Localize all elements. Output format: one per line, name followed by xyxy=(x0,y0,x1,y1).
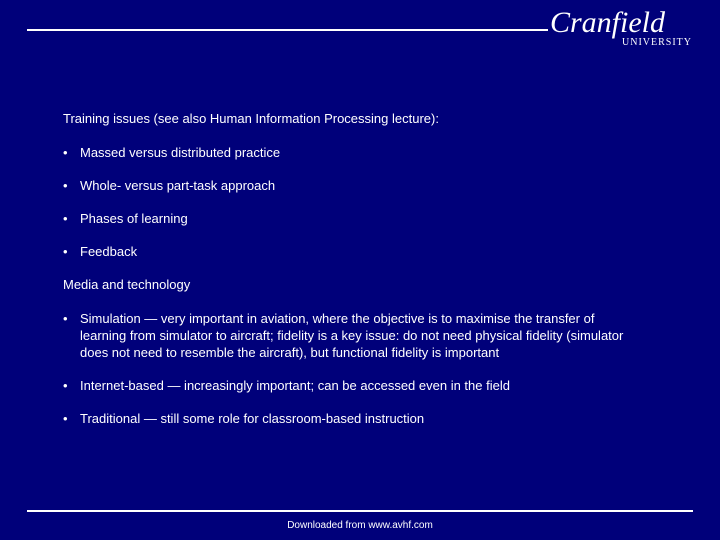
footer-source: Downloaded from www.avhf.com xyxy=(287,520,433,531)
media-item xyxy=(63,310,640,361)
training-item xyxy=(63,177,663,194)
training-item-text: Phases of learning xyxy=(80,211,188,226)
media-item-text: Internet-based — increasingly important; can be accessed even in the field xyxy=(80,378,510,393)
media-item xyxy=(63,377,663,394)
bullet-icon: • xyxy=(63,145,68,160)
slide-content xyxy=(63,110,663,427)
logo-name: Cranfield xyxy=(550,6,666,39)
footer-divider xyxy=(27,510,693,512)
bullet-icon: • xyxy=(63,411,68,426)
logo-subtitle: UNIVERSITY xyxy=(622,37,692,48)
training-item-text: Massed versus distributed practice xyxy=(80,145,281,160)
bullet-icon: • xyxy=(63,211,68,226)
bullet-icon: • xyxy=(63,378,68,393)
training-item-text: Whole- versus part-task approach xyxy=(80,178,276,193)
training-heading: Training issues (see also Human Information Processing lecture): xyxy=(63,111,439,126)
training-item-text: Feedback xyxy=(80,244,138,259)
bullet-icon: • xyxy=(63,311,68,326)
bullet-icon: • xyxy=(63,178,68,193)
training-item xyxy=(63,144,663,161)
media-item-text: Simulation — very important in aviation, where the objective is to maximise the transfer of learning from simulator to aircraft; fidelity is a key issue: do not need physical fidelity (simulator does not need to resemble the aircraft), but functional fidelity is important xyxy=(80,311,624,360)
training-item xyxy=(63,210,663,227)
training-item xyxy=(63,243,663,260)
media-heading: Media and technology xyxy=(63,277,191,292)
bullet-icon: • xyxy=(63,244,68,259)
media-item xyxy=(63,410,663,427)
header-divider xyxy=(27,29,548,31)
media-item-text: Traditional — still some role for classroom-based instruction xyxy=(80,411,425,426)
cranfield-university-logo xyxy=(550,6,700,48)
